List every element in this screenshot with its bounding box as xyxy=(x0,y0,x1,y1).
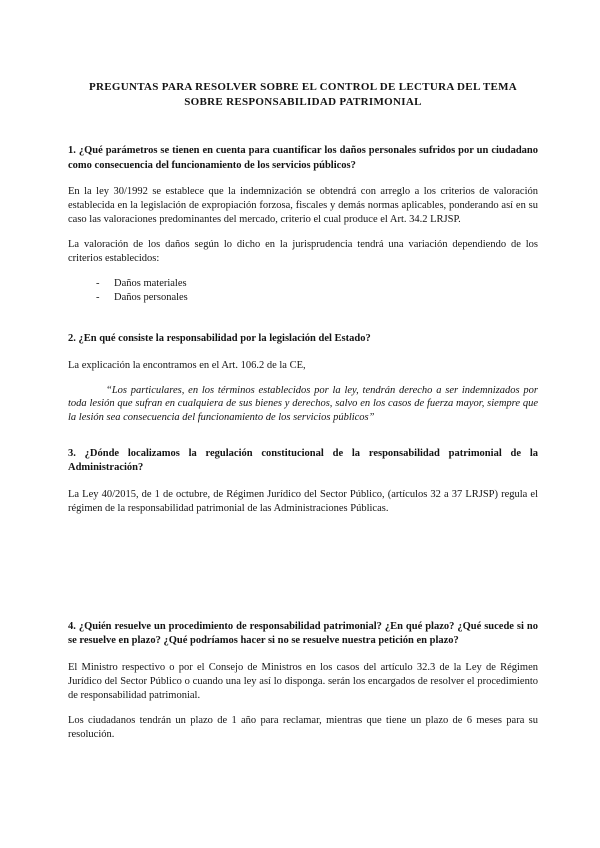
question-2-paragraph-1: La explicación la encontramos en el Art. 106.2 de la CE, xyxy=(68,359,306,371)
question-4-paragraph-2: Los ciudadanos tendrán un plazo de 1 año para reclamar, mientras que tiene un plazo de 6 meses para su resolución. xyxy=(68,714,538,740)
document-title-line-2: SOBRE RESPONSABILIDAD PATRIMONIAL xyxy=(184,96,422,108)
question-4-heading: 4. ¿Quién resuelve un procedimiento de responsabilidad patrimonial? ¿En qué plazo? ¿Qué sucede si no se resuelve en plazo? ¿Qué podríamos hacer si no se resuelve nuestra petición en plazo? xyxy=(68,620,538,647)
damage-criteria-list xyxy=(68,277,538,305)
document-title xyxy=(68,80,538,110)
document-title-line-1: PREGUNTAS PARA RESOLVER SOBRE EL CONTROL DE LECTURA DEL TEMA xyxy=(88,81,518,93)
question-3-section xyxy=(68,447,538,516)
question-3-paragraph-1: La Ley 40/2015, de 1 de octubre, de Régimen Jurídico del Sector Público, (artículos 32 a 37 LRJSP) regula el régimen de la responsabilidad patrimonial de las Administraciones Públicas. xyxy=(68,488,538,514)
list-item: - Daños materiales xyxy=(96,277,538,291)
question-4-section xyxy=(68,620,538,742)
question-2-heading: 2. ¿En qué consiste la responsabilidad por la legislación del Estado? xyxy=(68,333,371,344)
question-2-section xyxy=(68,332,538,425)
question-4-paragraph-1: El Ministro respectivo o por el Consejo de Ministros en los casos del artículo 32.3 de la Ley de Régimen Jurídico del Sector Público o cuando una ley así lo disponga. serán los encargados de resolver el procedimiento de responsabilidad patrimonial. xyxy=(68,661,538,701)
question-1-section xyxy=(68,144,538,305)
question-1-paragraph-1: En la ley 30/1992 se establece que la indemnización se obtendrá con arreglo a los criterios de valoración establecida en la legislación de expropiación forzosa, fiscales y demás normas aplicables, ponderando así en su caso las valoraciones predominantes del mercado, criterio el cual produce el Art. 34.2 LRJSP. xyxy=(68,186,538,225)
list-item: - Daños personales xyxy=(96,291,538,305)
question-3-heading: 3. ¿Dónde localizamos la regulación constitucional de la responsabilidad patrimonial de la Administración? xyxy=(68,447,538,474)
question-1-heading: 1. ¿Qué parámetros se tienen en cuenta para cuantificar los daños personales sufridos por un ciudadano como consecuencia del funcionamiento de los servicios públicos? xyxy=(68,145,538,171)
constitution-quote: “Los particulares, en los términos establecidos por la ley, tendrán derecho a ser indemnizados por toda lesión que sufran en cualquiera de sus bienes y derechos, salvo en los casos de fuerza mayor, siempre que la lesión sea consecuencia del funcionamiento de los servicios públicos” xyxy=(68,384,538,424)
question-1-paragraph-2: La valoración de los daños según lo dicho en la jurisprudencia tendrá una variación dependiendo de los criterios establecidos: xyxy=(68,239,538,264)
